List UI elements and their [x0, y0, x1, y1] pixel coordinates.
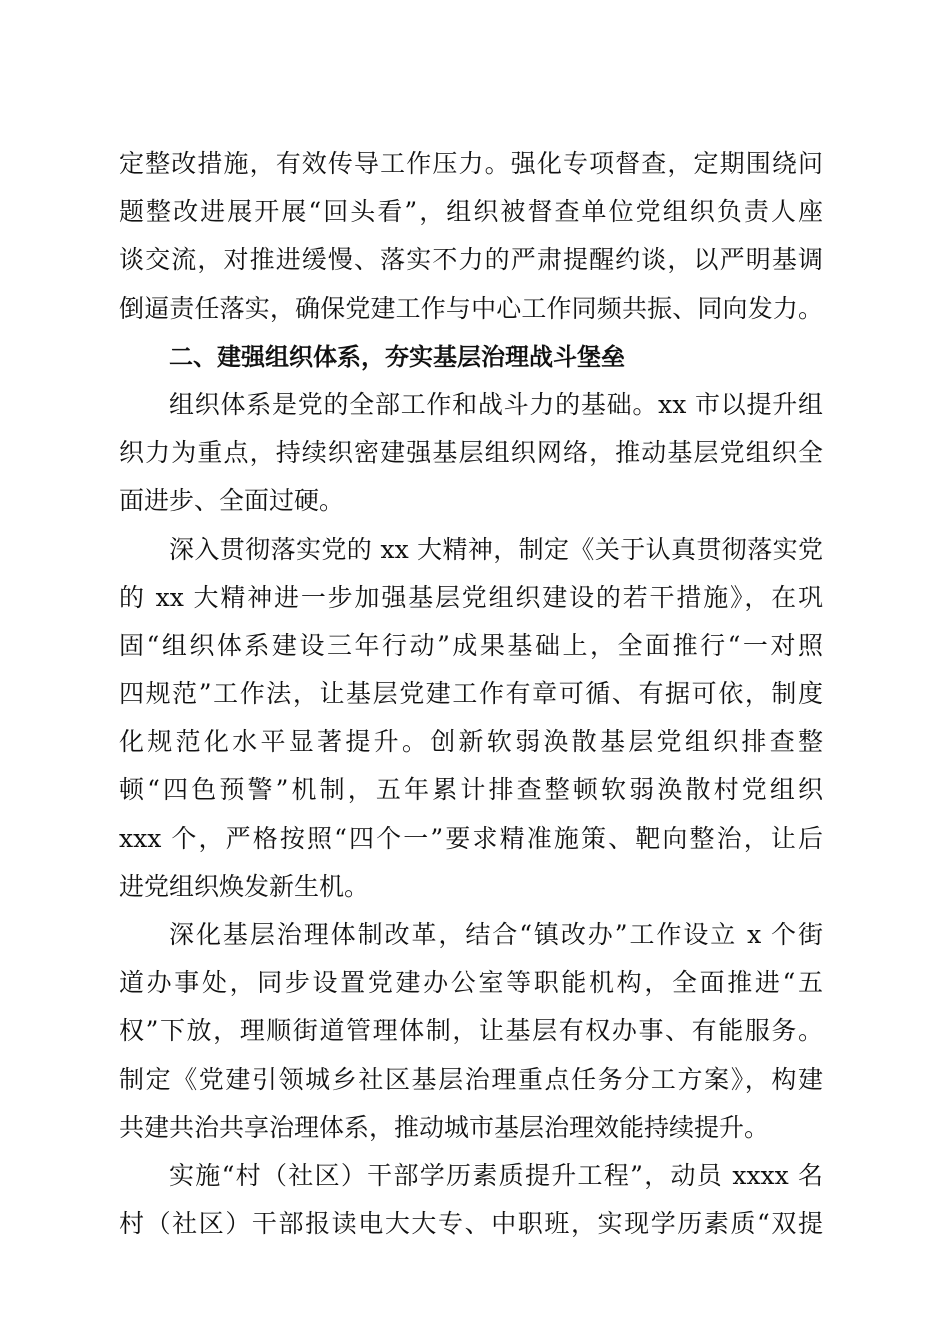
- text-line: 谈交流，对推进缓慢、落实不力的严肃提醒约谈，以严明基调: [119, 245, 823, 275]
- text-line: 进党组织焕发新生机。: [119, 871, 370, 901]
- text-line: xxx 个，严格按照“四个一”要求精准施策、靶向整治，让后: [119, 823, 823, 853]
- text-line: 四规范”工作法，让基层党建工作有章可循、有据可依，制度: [119, 679, 823, 709]
- text-line: 组织体系是党的全部工作和战斗力的基础。xx 市以提升组: [169, 389, 823, 419]
- text-line: 深化基层治理体制改革，结合“镇改办”工作设立 x 个街: [169, 920, 823, 949]
- text-line: 道办事处，同步设置党建办公室等职能机构，全面推进“五: [119, 968, 823, 998]
- text-line: 顿“四色预警”机制，五年累计排查整顿软弱涣散村党组织: [119, 775, 823, 805]
- text-line: 村（社区）干部报读电大大专、中职班，实现学历素质“双提: [119, 1209, 823, 1239]
- text-line: 化规范化水平显著提升。创新软弱涣散基层党组织排查整: [119, 727, 823, 757]
- text-line: 题整改进展开展“回头看”，组织被督查单位党组织负责人座: [119, 197, 823, 227]
- text-line: 共建共治共享治理体系，推动城市基层治理效能持续提升。: [119, 1112, 770, 1142]
- text-line: 的 xx 大精神进一步加强基层党组织建设的若干措施》，在巩: [119, 582, 823, 612]
- text-line: 固“组织体系建设三年行动”成果基础上，全面推行“一对照: [119, 630, 823, 660]
- text-line: 定整改措施，有效传导工作压力。强化专项督查，定期围绕问: [119, 149, 823, 178]
- text-line: 权”下放，理顺街道管理体制，让基层有权办事、有能服务。: [119, 1016, 823, 1046]
- text-line: 实施“村（社区）干部学历素质提升工程”，动员 xxxx 名: [169, 1160, 823, 1190]
- text-line: 倒逼责任落实，确保党建工作与中心工作同频共振、同向发力。: [119, 293, 823, 323]
- document-body: [119, 140, 823, 1248]
- text-line: 织力为重点，持续织密建强基层组织网络，推动基层党组织全: [119, 438, 823, 468]
- text-line: 深入贯彻落实党的 xx 大精神，制定《关于认真贯彻落实党: [169, 534, 823, 564]
- text-line: 面进步、全面过硬。: [119, 486, 345, 516]
- text-line: 制定《党建引领城乡社区基层治理重点任务分工方案》，构建: [119, 1064, 823, 1094]
- section-heading: 二、建强组织体系，夯实基层治理战斗堡垒: [169, 342, 625, 371]
